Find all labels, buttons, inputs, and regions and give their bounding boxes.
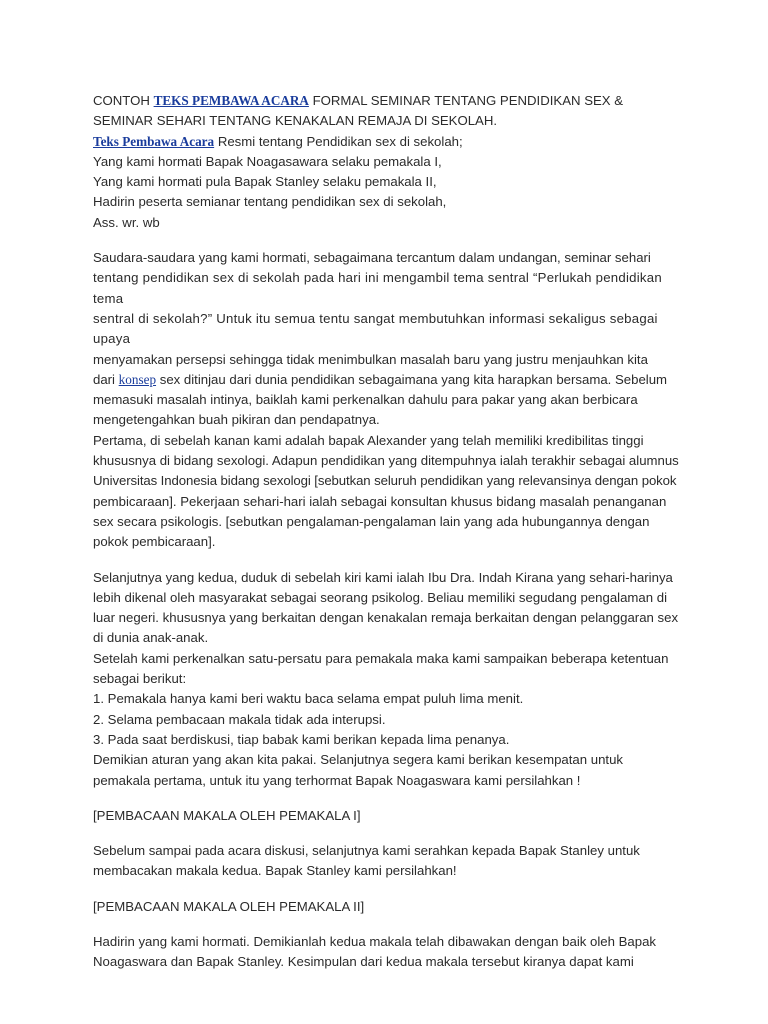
teks-pembawa-acara-link[interactable]: TEKS PEMBAWA ACARA xyxy=(153,93,309,108)
p4-line: Hadirin yang kami hormati. Demikianlah kedua makala telah dibawakan dengan baik oleh Bapak xyxy=(93,933,656,949)
intro-block xyxy=(93,132,693,233)
p2-line: sebagai berikut: xyxy=(93,671,187,687)
p1-line: khususnya di bidang sexologi. Adapun pendidikan yang ditempuhnya ialah terakhir sebagai alumnus xyxy=(93,453,679,469)
intro-line-2: Yang kami hormati Bapak Noagasawara selaku pemakala I, xyxy=(93,153,442,169)
heading-line-2: SEMINAR SEHARI TENTANG KENAKALAN REMAJA DI SEKOLAH. xyxy=(93,113,498,129)
heading-suffix: FORMAL SEMINAR TENTANG PENDIDIKAN SEX & xyxy=(312,93,624,108)
p2-line: pemakala pertama, untuk itu yang terhormat Bapak Noagaswara kami persilahkan ! xyxy=(93,772,581,788)
p1-line-with-link xyxy=(93,370,693,390)
document-body xyxy=(93,91,693,973)
p1-line: Saudara-saudara yang kami hormati, sebagaimana tercantum dalam undangan, seminar sehari xyxy=(93,250,651,266)
p1-line: pembicaraan]. Pekerjaan sehari-hari ialah sebagai konsultan khusus bidang masalah penanganan xyxy=(93,493,667,509)
p1-pre: dari xyxy=(93,371,115,387)
p1-line: Pertama, di sebelah kanan kami adalah bapak Alexander yang telah memiliki kredibilitas tinggi xyxy=(93,432,644,448)
p2-line: lebih dikenal oleh masyarakat sebagai seorang psikolog. Beliau memiliki segudang pengalaman di xyxy=(93,589,668,605)
stage-direction-2: [PEMBACAAN MAKALA OLEH PEMAKALA II] xyxy=(93,898,365,914)
p1-line: pokok pembicaraan]. xyxy=(93,534,216,550)
heading xyxy=(93,91,693,132)
p2-line: Demikian aturan yang akan kita pakai. Selanjutnya segera kami berikan kesempatan untuk xyxy=(93,752,624,768)
intro-rest: Resmi tentang Pendidikan sex di sekolah; xyxy=(217,133,463,149)
p1-line: Universitas Indonesia bidang sexologi [sebutkan seluruh pendidikan yang relevansinya dengan pokok xyxy=(93,473,677,489)
teks-pembawa-acara-link-2[interactable]: Teks Pembawa Acara xyxy=(93,133,215,149)
intro-line-1 xyxy=(93,132,693,152)
p2-line: di dunia anak-anak. xyxy=(93,630,209,646)
p1-line: memasuki masalah intinya, baiklah kami perkenalkan dahulu para pakar yang akan berbicara xyxy=(93,392,638,408)
rule-item-1: 1. Pemakala hanya kami beri waktu baca selama empat puluh lima menit. xyxy=(93,691,524,707)
p1-line: tentang pendidikan sex di sekolah pada hari ini mengambil tema sentral “Perlukah pendidikan tema xyxy=(93,270,662,306)
paragraph-2 xyxy=(93,568,693,791)
p2-line: Setelah kami perkenalkan satu-persatu para pemakala maka kami sampaikan beberapa ketentuan xyxy=(93,650,669,666)
paragraph-3 xyxy=(93,841,693,882)
intro-line-3: Yang kami hormati pula Bapak Stanley selaku pemakala II, xyxy=(93,174,437,190)
rule-item-3: 3. Pada saat berdiskusi, tiap babak kami berikan kepada lima penanya. xyxy=(93,731,510,747)
p4-line: Noagaswara dan Bapak Stanley. Kesimpulan dari kedua makala tersebut kiranya dapat kami xyxy=(93,954,634,970)
p2-line: Selanjutnya yang kedua, duduk di sebelah kiri kami ialah Ibu Dra. Indah Kirana yang sehari-harinya xyxy=(93,569,673,585)
intro-line-5: Ass. wr. wb xyxy=(93,214,160,230)
p3-line: membacakan makala kedua. Bapak Stanley kami persilahkan! xyxy=(93,863,457,879)
intro-line-4: Hadirin peserta semianar tentang pendidikan sex di sekolah, xyxy=(93,194,447,210)
stage-direction-1: [PEMBACAAN MAKALA OLEH PEMAKALA I] xyxy=(93,807,361,823)
p1-line: sentral di sekolah?” Untuk itu semua tentu sangat membutuhkan informasi sekaligus sebagai upaya xyxy=(93,310,658,347)
paragraph-1 xyxy=(93,248,693,552)
paragraph-4 xyxy=(93,932,693,973)
rule-item-2: 2. Selama pembacaan makala tidak ada interupsi. xyxy=(93,711,386,727)
p1-line: menyamakan persepsi sehingga tidak menimbulkan masalah baru yang justru menjauhkan kita xyxy=(93,351,648,367)
heading-prefix: CONTOH xyxy=(93,93,150,108)
p3-line: Sebelum sampai pada acara diskusi, selanjutnya kami serahkan kepada Bapak Stanley untuk xyxy=(93,843,640,859)
heading-line-1 xyxy=(93,91,693,111)
p2-line: luar negeri. khususnya yang berkaitan dengan kenakalan remaja berkaitan dengan pelanggaran sex xyxy=(93,610,679,626)
p1-post: sex ditinjau dari dunia pendidikan sebagaimana yang kita harapkan bersama. Sebelum xyxy=(159,371,668,387)
p1-line: sex secara psikologis. [sebutkan pengalaman-pengalaman lain yang ada hubungannya dengan xyxy=(93,513,650,529)
konsep-link[interactable]: konsep xyxy=(118,371,157,387)
p1-line: mengetengahkan buah pikiran dan pendapatnya. xyxy=(93,412,380,428)
